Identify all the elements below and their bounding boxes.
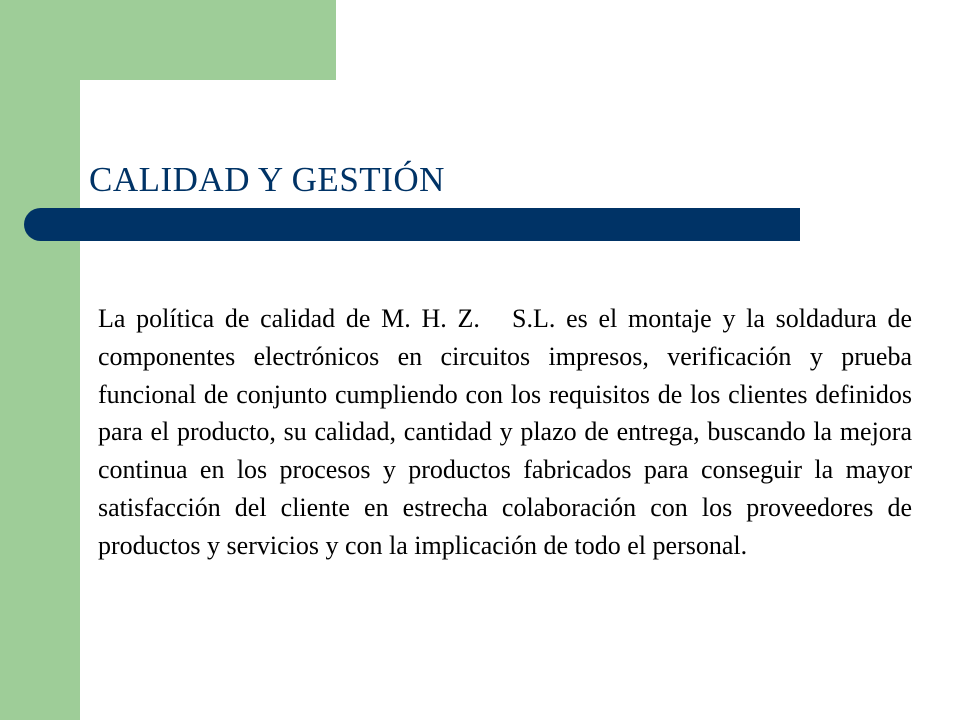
top-accent-block: [0, 0, 336, 80]
title-underline-bar: [24, 208, 800, 241]
rounded-corner: [80, 80, 140, 140]
left-accent-bar: [0, 0, 80, 720]
slide-title: CALIDAD Y GESTIÓN: [89, 160, 445, 199]
policy-paragraph: La política de calidad de M. H. Z. S.L. es el montaje y la soldadura de componentes electrónicos en circuitos impresos, verificación y prueba funcional de conjunto cumpliendo con los requisitos de los clientes definidos para el producto, su calidad, cantidad y plazo de entrega, buscando la mejora continua en los procesos y productos fabricados para conseguir la mayor satisfacción del cliente en estrecha colaboración con los proveedores de productos y servicios y con la implicación de todo el personal.: [98, 304, 919, 560]
